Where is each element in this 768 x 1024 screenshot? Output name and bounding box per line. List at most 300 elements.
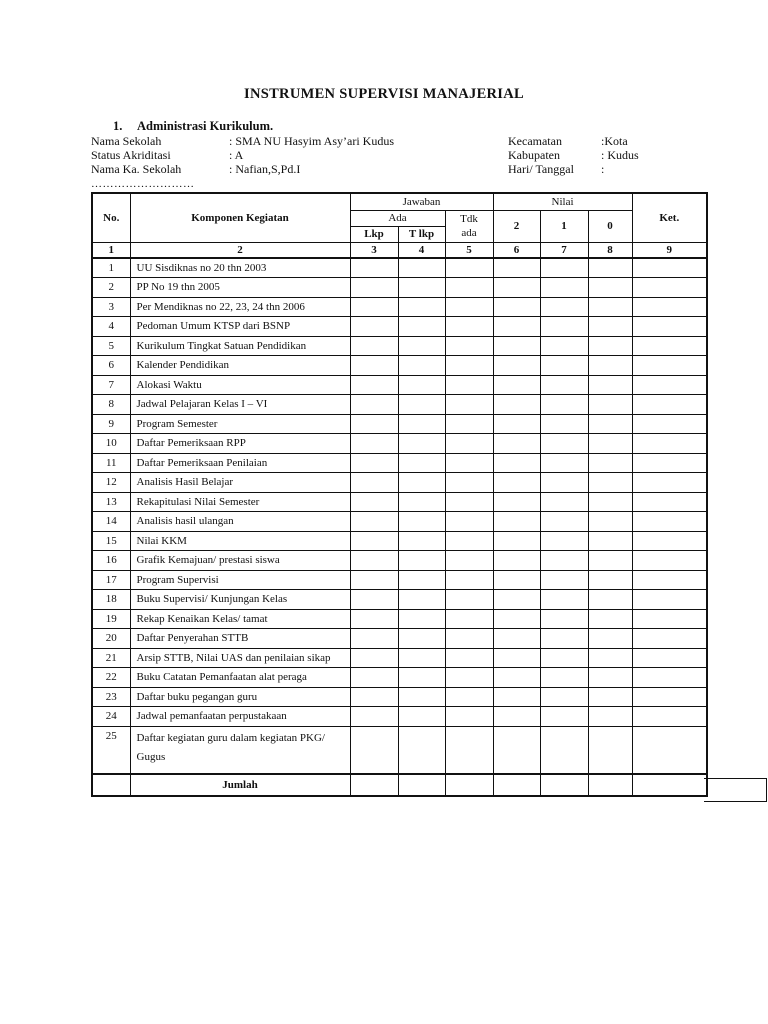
header-tdk-ada-line2: ada	[461, 227, 477, 239]
answer-cell[interactable]	[632, 609, 707, 629]
answer-cell[interactable]	[398, 648, 445, 668]
answer-cell[interactable]	[398, 629, 445, 649]
index-cell: 1	[92, 242, 130, 258]
answer-cell[interactable]	[540, 356, 588, 376]
answer-cell[interactable]	[632, 317, 707, 337]
row-number: 14	[92, 512, 130, 532]
answer-cell[interactable]	[540, 570, 588, 590]
answer-cell[interactable]	[350, 258, 398, 278]
answer-cell[interactable]	[540, 473, 588, 493]
table-row	[92, 297, 707, 317]
answer-cell[interactable]	[632, 375, 707, 395]
answer-cell[interactable]	[632, 336, 707, 356]
answer-cell[interactable]	[350, 375, 398, 395]
info-label-nama-kepala-sekolah: Nama Ka. Sekolah	[91, 162, 182, 176]
row-number: 12	[92, 473, 130, 493]
answer-cell[interactable]	[350, 531, 398, 551]
index-cell: 4	[398, 242, 445, 258]
answer-cell[interactable]	[445, 434, 493, 454]
answer-cell[interactable]	[493, 531, 540, 551]
row-component: Daftar Pemeriksaan Penilaian	[130, 453, 350, 473]
header-ada: Ada	[350, 210, 445, 226]
answer-cell[interactable]	[350, 356, 398, 376]
row-number: 1	[92, 258, 130, 278]
answer-cell[interactable]	[588, 317, 632, 337]
answer-cell[interactable]	[632, 687, 707, 707]
answer-cell[interactable]	[540, 414, 588, 434]
answer-cell[interactable]	[588, 648, 632, 668]
answer-cell[interactable]	[540, 668, 588, 688]
row-number: 15	[92, 531, 130, 551]
answer-cell[interactable]	[350, 336, 398, 356]
answer-cell[interactable]	[588, 590, 632, 610]
row-number: 24	[92, 707, 130, 727]
answer-cell[interactable]	[493, 668, 540, 688]
section-label: Administrasi Kurikulum.	[137, 119, 274, 133]
row-number: 18	[92, 590, 130, 610]
header-komponen: Komponen Kegiatan	[130, 193, 350, 242]
answer-cell[interactable]	[632, 473, 707, 493]
answer-cell[interactable]	[632, 512, 707, 532]
row-component: Rekapitulasi Nilai Semester	[130, 492, 350, 512]
table-row	[92, 278, 707, 298]
answer-cell[interactable]	[398, 434, 445, 454]
answer-cell[interactable]	[493, 395, 540, 415]
answer-cell[interactable]	[445, 356, 493, 376]
answer-cell[interactable]	[350, 512, 398, 532]
answer-cell[interactable]	[588, 551, 632, 571]
section-number: 1.	[113, 119, 123, 133]
answer-cell[interactable]	[540, 531, 588, 551]
table-row	[92, 648, 707, 668]
answer-cell[interactable]	[632, 356, 707, 376]
row-component: Arsip STTB, Nilai UAS dan penilaian sikap	[130, 648, 350, 668]
answer-cell[interactable]	[398, 258, 445, 278]
answer-cell[interactable]	[493, 336, 540, 356]
answer-cell[interactable]	[493, 590, 540, 610]
index-cell: 9	[632, 242, 707, 258]
index-cell: 2	[130, 242, 350, 258]
row-component: Rekap Kenaikan Kelas/ tamat	[130, 609, 350, 629]
header-nilai-2: 2	[493, 210, 540, 242]
answer-cell[interactable]	[540, 687, 588, 707]
header-tlkp: T lkp	[398, 226, 445, 242]
header-no: No.	[92, 193, 130, 242]
answer-cell[interactable]	[588, 414, 632, 434]
info-label-nama-sekolah: Nama Sekolah	[91, 134, 162, 148]
answer-cell[interactable]	[588, 434, 632, 454]
header-jawaban: Jawaban	[350, 193, 493, 210]
answer-cell[interactable]	[398, 590, 445, 610]
total-cell[interactable]	[493, 774, 540, 796]
answer-cell[interactable]	[493, 492, 540, 512]
index-cell: 6	[493, 242, 540, 258]
row-number: 10	[92, 434, 130, 454]
row-component: UU Sisdiknas no 20 thn 2003	[130, 258, 350, 278]
index-cell: 3	[350, 242, 398, 258]
row-component: Daftar buku pegangan guru	[130, 687, 350, 707]
row-number: 16	[92, 551, 130, 571]
answer-cell[interactable]	[588, 356, 632, 376]
answer-cell[interactable]	[445, 375, 493, 395]
answer-cell[interactable]	[493, 629, 540, 649]
row-number: 13	[92, 492, 130, 512]
answer-cell[interactable]	[588, 473, 632, 493]
answer-cell[interactable]	[350, 297, 398, 317]
table-row	[92, 629, 707, 649]
table-row	[92, 375, 707, 395]
answer-cell[interactable]	[632, 531, 707, 551]
row-number: 19	[92, 609, 130, 629]
answer-cell[interactable]	[588, 336, 632, 356]
answer-cell[interactable]	[632, 590, 707, 610]
answer-cell[interactable]	[350, 648, 398, 668]
answer-cell[interactable]	[350, 278, 398, 298]
answer-cell[interactable]	[445, 297, 493, 317]
answer-cell[interactable]	[540, 512, 588, 532]
answer-cell[interactable]	[632, 629, 707, 649]
info-value-status-akriditasi: : A	[229, 148, 244, 162]
answer-cell[interactable]	[398, 278, 445, 298]
row-number: 17	[92, 570, 130, 590]
answer-cell[interactable]	[493, 687, 540, 707]
answer-cell[interactable]	[540, 336, 588, 356]
row-component: Analisis Hasil Belajar	[130, 473, 350, 493]
answer-cell[interactable]	[493, 297, 540, 317]
answer-cell[interactable]	[493, 434, 540, 454]
table-row	[92, 726, 707, 774]
table-row	[92, 590, 707, 610]
table-row	[92, 512, 707, 532]
table-row	[92, 570, 707, 590]
answer-cell[interactable]	[632, 297, 707, 317]
table-row	[92, 668, 707, 688]
answer-cell[interactable]	[632, 453, 707, 473]
answer-cell[interactable]	[350, 687, 398, 707]
answer-cell[interactable]	[398, 356, 445, 376]
row-component: Daftar Pemeriksaan RPP	[130, 434, 350, 454]
table-row	[92, 395, 707, 415]
answer-cell[interactable]	[540, 453, 588, 473]
row-component: Alokasi Waktu	[130, 375, 350, 395]
answer-cell[interactable]	[540, 258, 588, 278]
table-row	[92, 414, 707, 434]
answer-cell[interactable]	[493, 570, 540, 590]
info-label-hari-tanggal: Hari/ Tanggal	[508, 162, 574, 176]
answer-cell[interactable]	[350, 629, 398, 649]
total-cell[interactable]	[398, 774, 445, 796]
answer-cell[interactable]	[445, 278, 493, 298]
row-number: 11	[92, 453, 130, 473]
answer-cell[interactable]	[588, 668, 632, 688]
answer-cell[interactable]	[588, 609, 632, 629]
answer-cell[interactable]	[540, 707, 588, 727]
row-number: 21	[92, 648, 130, 668]
answer-cell[interactable]	[398, 531, 445, 551]
answer-cell[interactable]	[493, 707, 540, 727]
answer-cell[interactable]	[398, 707, 445, 727]
table-row	[92, 551, 707, 571]
answer-cell[interactable]	[398, 492, 445, 512]
row-number: 5	[92, 336, 130, 356]
row-component: Pedoman Umum KTSP dari BSNP	[130, 317, 350, 337]
answer-cell[interactable]	[445, 590, 493, 610]
answer-cell[interactable]	[445, 629, 493, 649]
answer-cell[interactable]	[493, 356, 540, 376]
answer-cell[interactable]	[493, 609, 540, 629]
answer-cell[interactable]	[350, 414, 398, 434]
answer-cell[interactable]	[445, 317, 493, 337]
answer-cell[interactable]	[350, 590, 398, 610]
answer-cell[interactable]	[632, 570, 707, 590]
header-nilai-0: 0	[588, 210, 632, 242]
total-cell[interactable]	[632, 774, 707, 796]
answer-cell[interactable]	[540, 648, 588, 668]
row-component: Program Supervisi	[130, 570, 350, 590]
answer-cell[interactable]	[588, 453, 632, 473]
answer-cell[interactable]	[398, 570, 445, 590]
answer-cell[interactable]	[445, 453, 493, 473]
answer-cell[interactable]	[493, 317, 540, 337]
answer-cell[interactable]	[398, 336, 445, 356]
answer-cell[interactable]	[540, 551, 588, 571]
answer-cell[interactable]	[445, 258, 493, 278]
answer-cell[interactable]	[445, 570, 493, 590]
answer-cell[interactable]	[445, 492, 493, 512]
answer-cell[interactable]	[632, 707, 707, 727]
info-label-kecamatan: Kecamatan	[508, 134, 562, 148]
header-nilai: Nilai	[493, 193, 632, 210]
table-row	[92, 492, 707, 512]
table-row	[92, 336, 707, 356]
answer-cell[interactable]	[350, 551, 398, 571]
answer-cell[interactable]	[588, 395, 632, 415]
answer-cell[interactable]	[540, 317, 588, 337]
answer-cell[interactable]	[588, 707, 632, 727]
answer-cell[interactable]	[493, 375, 540, 395]
answer-cell[interactable]	[493, 258, 540, 278]
answer-cell[interactable]	[588, 512, 632, 532]
section-heading	[113, 119, 273, 134]
answer-cell[interactable]	[540, 375, 588, 395]
total-ket-box	[704, 778, 767, 802]
supervision-table	[91, 192, 708, 797]
answer-cell[interactable]	[540, 492, 588, 512]
document-title: INSTRUMEN SUPERVISI MANAJERIAL	[244, 86, 524, 102]
answer-cell[interactable]	[540, 395, 588, 415]
row-component: Jadwal pemanfaatan perpustakaan	[130, 707, 350, 727]
answer-cell[interactable]	[588, 258, 632, 278]
answer-cell[interactable]	[445, 473, 493, 493]
answer-cell[interactable]	[588, 629, 632, 649]
answer-cell[interactable]	[632, 492, 707, 512]
info-value-nama-sekolah: : SMA NU Hasyim Asy’ari Kudus	[229, 134, 395, 148]
answer-cell[interactable]	[398, 414, 445, 434]
answer-cell[interactable]	[588, 570, 632, 590]
answer-cell[interactable]	[398, 512, 445, 532]
table-row	[92, 687, 707, 707]
answer-cell[interactable]	[350, 492, 398, 512]
answer-cell[interactable]	[350, 434, 398, 454]
answer-cell[interactable]	[493, 648, 540, 668]
row-number: 6	[92, 356, 130, 376]
answer-cell[interactable]	[588, 492, 632, 512]
table-row	[92, 531, 707, 551]
row-component: Program Semester	[130, 414, 350, 434]
header-nilai-1: 1	[540, 210, 588, 242]
answer-cell[interactable]	[493, 473, 540, 493]
answer-cell[interactable]	[588, 726, 632, 774]
table-row	[92, 434, 707, 454]
total-cell[interactable]	[540, 774, 588, 796]
answer-cell[interactable]	[588, 531, 632, 551]
table-row	[92, 356, 707, 376]
table-row	[92, 453, 707, 473]
total-no-cell	[92, 774, 130, 796]
row-number: 7	[92, 375, 130, 395]
dotted-line: ………………………	[91, 178, 195, 190]
answer-cell[interactable]	[632, 278, 707, 298]
answer-cell[interactable]	[350, 395, 398, 415]
row-number: 25	[92, 726, 130, 774]
header-tdk-ada-line1: Tdk	[460, 213, 478, 225]
answer-cell[interactable]	[540, 434, 588, 454]
row-component: Kalender Pendidikan	[130, 356, 350, 376]
answer-cell[interactable]	[350, 609, 398, 629]
table-row	[92, 317, 707, 337]
total-label: Jumlah	[130, 774, 350, 796]
row-component: Kurikulum Tingkat Satuan Pendidikan	[130, 336, 350, 356]
table-row	[92, 609, 707, 629]
answer-cell[interactable]	[588, 687, 632, 707]
index-cell: 5	[445, 242, 493, 258]
answer-cell[interactable]	[445, 668, 493, 688]
header-ket: Ket.	[632, 193, 707, 242]
answer-cell[interactable]	[398, 687, 445, 707]
answer-cell[interactable]	[398, 375, 445, 395]
row-component: Analisis hasil ulangan	[130, 512, 350, 532]
answer-cell[interactable]	[350, 726, 398, 774]
row-number: 22	[92, 668, 130, 688]
row-number: 3	[92, 297, 130, 317]
row-component: Grafik Kemajuan/ prestasi siswa	[130, 551, 350, 571]
answer-cell[interactable]	[632, 551, 707, 571]
info-label-status-akriditasi: Status Akriditasi	[91, 148, 171, 162]
table-body	[92, 258, 707, 774]
answer-cell[interactable]	[632, 414, 707, 434]
answer-cell[interactable]	[540, 278, 588, 298]
table-row	[92, 707, 707, 727]
answer-cell[interactable]	[350, 473, 398, 493]
row-number: 2	[92, 278, 130, 298]
answer-cell[interactable]	[398, 473, 445, 493]
answer-cell[interactable]	[350, 317, 398, 337]
table-row	[92, 258, 707, 278]
header-tdk-ada	[445, 210, 493, 242]
answer-cell[interactable]	[445, 551, 493, 571]
info-value-hari-tanggal: :	[601, 162, 605, 176]
answer-cell[interactable]	[588, 278, 632, 298]
answer-cell[interactable]	[398, 726, 445, 774]
info-value-kecamatan: :Kota	[601, 134, 628, 148]
answer-cell[interactable]	[632, 668, 707, 688]
answer-cell[interactable]	[540, 297, 588, 317]
answer-cell[interactable]	[445, 609, 493, 629]
answer-cell[interactable]	[493, 551, 540, 571]
answer-cell[interactable]	[540, 629, 588, 649]
answer-cell[interactable]	[493, 453, 540, 473]
row-number: 4	[92, 317, 130, 337]
row-component: Buku Supervisi/ Kunjungan Kelas	[130, 590, 350, 610]
answer-cell[interactable]	[445, 336, 493, 356]
answer-cell[interactable]	[632, 726, 707, 774]
total-cell[interactable]	[445, 774, 493, 796]
answer-cell[interactable]	[493, 512, 540, 532]
info-value-nama-kepala-sekolah: : Nafian,S,Pd.I	[229, 162, 301, 176]
answer-cell[interactable]	[445, 726, 493, 774]
row-component: Per Mendiknas no 22, 23, 24 thn 2006	[130, 297, 350, 317]
answer-cell[interactable]	[540, 590, 588, 610]
answer-cell[interactable]	[350, 707, 398, 727]
row-component: PP No 19 thn 2005	[130, 278, 350, 298]
total-cell[interactable]	[588, 774, 632, 796]
info-label-kabupaten: Kabupaten	[508, 148, 560, 162]
answer-cell[interactable]	[398, 551, 445, 571]
answer-cell[interactable]	[540, 609, 588, 629]
answer-cell[interactable]	[540, 726, 588, 774]
answer-cell[interactable]	[445, 531, 493, 551]
answer-cell[interactable]	[493, 278, 540, 298]
index-cell: 7	[540, 242, 588, 258]
answer-cell[interactable]	[632, 395, 707, 415]
answer-cell[interactable]	[632, 648, 707, 668]
answer-cell[interactable]	[588, 375, 632, 395]
header-lkp: Lkp	[350, 226, 398, 242]
info-value-kabupaten: : Kudus	[601, 148, 639, 162]
answer-cell[interactable]	[398, 609, 445, 629]
table-row	[92, 473, 707, 493]
answer-cell[interactable]	[398, 395, 445, 415]
answer-cell[interactable]	[445, 687, 493, 707]
row-component: Nilai KKM	[130, 531, 350, 551]
answer-cell[interactable]	[398, 453, 445, 473]
answer-cell[interactable]	[398, 317, 445, 337]
answer-cell[interactable]	[588, 297, 632, 317]
answer-cell[interactable]	[632, 258, 707, 278]
answer-cell[interactable]	[493, 414, 540, 434]
answer-cell[interactable]	[632, 434, 707, 454]
answer-cell[interactable]	[445, 707, 493, 727]
row-component: Daftar kegiatan guru dalam kegiatan PKG/ Gugus	[130, 726, 350, 774]
answer-cell[interactable]	[350, 453, 398, 473]
answer-cell[interactable]	[445, 395, 493, 415]
answer-cell[interactable]	[398, 668, 445, 688]
row-component: Buku Catatan Pemanfaatan alat peraga	[130, 668, 350, 688]
row-number: 23	[92, 687, 130, 707]
total-cell[interactable]	[350, 774, 398, 796]
answer-cell[interactable]	[445, 414, 493, 434]
answer-cell[interactable]	[350, 668, 398, 688]
answer-cell[interactable]	[493, 726, 540, 774]
answer-cell[interactable]	[445, 512, 493, 532]
row-component: Daftar Penyerahan STTB	[130, 629, 350, 649]
row-component: Jadwal Pelajaran Kelas I – VI	[130, 395, 350, 415]
answer-cell[interactable]	[350, 570, 398, 590]
index-cell: 8	[588, 242, 632, 258]
answer-cell[interactable]	[445, 648, 493, 668]
row-number: 8	[92, 395, 130, 415]
answer-cell[interactable]	[398, 297, 445, 317]
